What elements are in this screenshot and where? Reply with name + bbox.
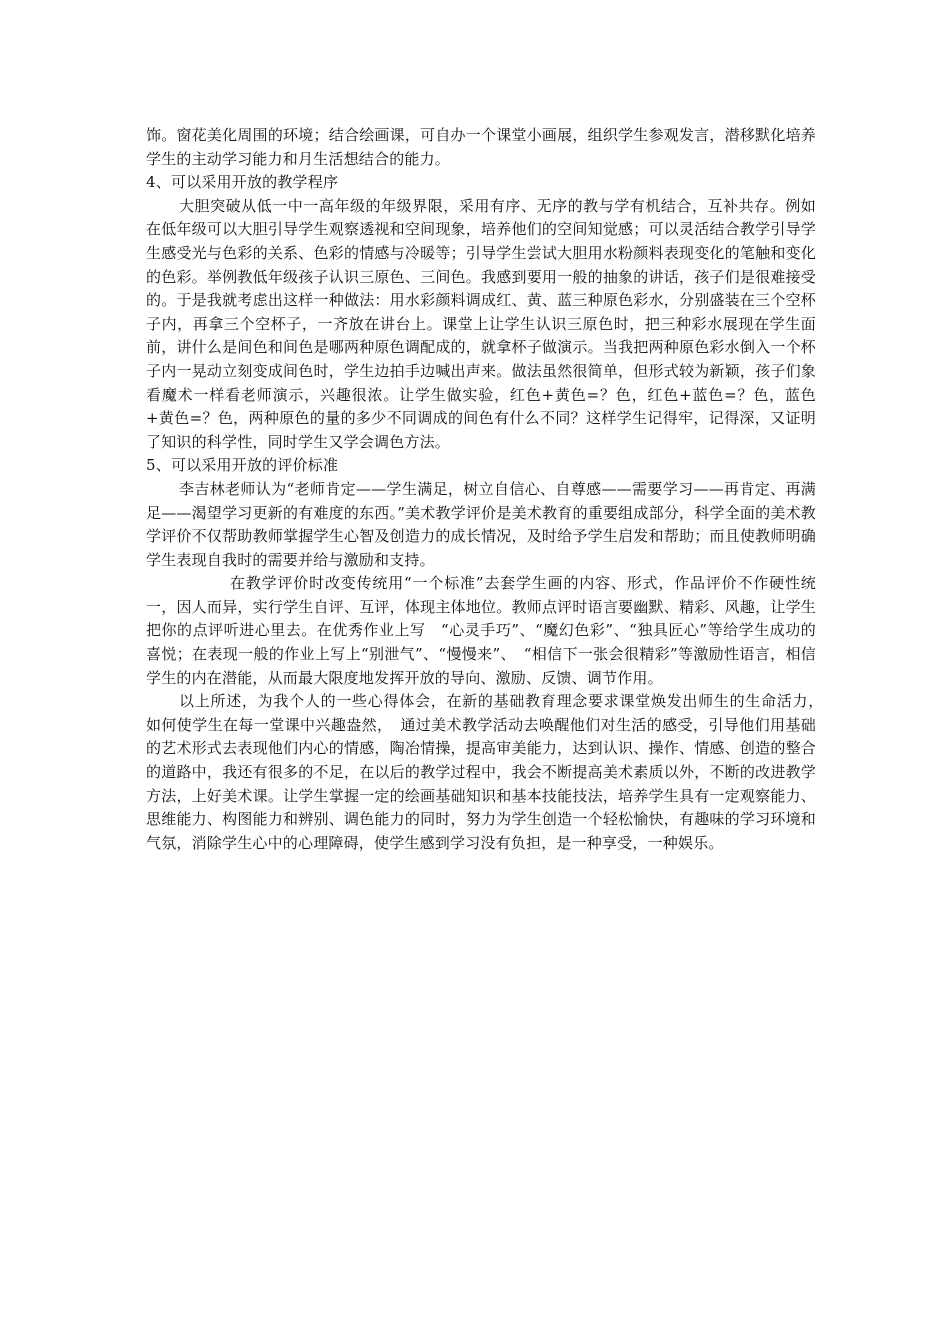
paragraph-evaluation-quote: 李吉林老师认为“老师肯定——学生满足，树立自信心、自尊感——需要学习——再肯定、再满足——渴望学习更新的有难度的东西。”美术教学评价是美术教育的重要组成部分，科学全面的美术教学评价不仅帮助教师掌握学生心智及创造力的成长情况，及时给予学生启发和帮助；而且使教师明确学生表现自我时的需要并给与激励和支持。 xyxy=(146,479,816,569)
paragraph-evaluation-method: 在教学评价时改变传统用“一个标准”去套学生画的内容、形式，作品评价不作硬性统一，因人而异，实行学生自评、互评，体现主体地位。教师点评时语言要幽默、精彩、风趣，让学生把你的点评听进心里去。在优秀作业上写 “心灵手巧”、“魔幻色彩”、“独具匠心”等给学生成功的喜悦；在表现一般的作业上写上“别泄气”、“慢慢来”、 “相信下一张会很精彩”等激励性语言，相信学生的内在潜能，从而最大限度地发挥开放的导向、激励、反馈、调节作用。 xyxy=(146,574,816,687)
paragraph-conclusion: 以上所述，为我个人的一些心得体会，在新的基础教育理念要求课堂焕发出师生的生命活力， 如何使学生在每一堂课中兴趣盎然， 通过美术教学活动去唤醒他们对生活的感受，引导他们用基础的艺术形式去表现他们内心的情感，陶冶情操，提高审美能力，达到认识、操作、情感、创造的整合的道路中，我还有很多的不足，在以后的教学过程中，我会不断提高美术素质以外，不断的改进教学方法，上好美术课。让学生掌握一定的绘画基础知识和基本技能技法，培养学生具有一定观察能力、思维能力、构图能力和辨别、调色能力的同时，努力为学生创造一个轻松愉快，有趣味的学习环境和气氛，消除学生心中的心理障碍，使学生感到学习没有负担，是一种享受，一种娱乐。 xyxy=(146,692,832,852)
paragraph-continuation: 饰。窗花美化周围的环境；结合绘画课，可自办一个课堂小画展，组织学生参观发言，潜移默化培养学生的主动学习能力和月生活想结合的能力。 xyxy=(146,126,816,168)
section-heading-5: 5、可以采用开放的评价标准 xyxy=(146,456,339,475)
section-heading-4: 4、可以采用开放的教学程序 xyxy=(146,173,339,192)
document-body xyxy=(146,124,832,855)
paragraph-teaching-procedure: 大胆突破从低一中一高年级的年级界限，采用有序、无序的教与学有机结合，互补共存。例如在低年级可以大胆引导学生观察透视和空间现象，培养他们的空间知觉感；可以灵活结合教学引导学生感受光与色彩的关系、色彩的情感与冷暖等；引导学生尝试大胆用水粉颜料表现变化的笔触和变化的色彩。举例教低年级孩子认识三原色、三间色。我感到要用一般的抽象的讲话，孩子们是很难接受的。于是我就考虑出这样一种做法：用水彩颜料调成红、黄、蓝三种原色彩水，分别盛装在三个空杯子内，再拿三个空杯子，一齐放在讲台上。课堂上让学生认识三原色时，把三种彩水展现在学生面前，讲什么是间色和间色是哪两种原色调配成的，就拿杯子做演示。当我把两种原色彩水倒入一个杯子内一晃动立刻变成间色时，学生边拍手边喊出声来。做法虽然很简单，但形式较为新颖，孩子们象看魔术一样看老师演示，兴趣很浓。让学生做实验，红色+黄色=？色，红色+蓝色=？色，蓝色+黄色=？色，两种原色的量的多少不同调成的间色有什么不同？这样学生记得牢，记得深，又证明了知识的科学性，同时学生又学会调色方法。 xyxy=(146,196,816,451)
